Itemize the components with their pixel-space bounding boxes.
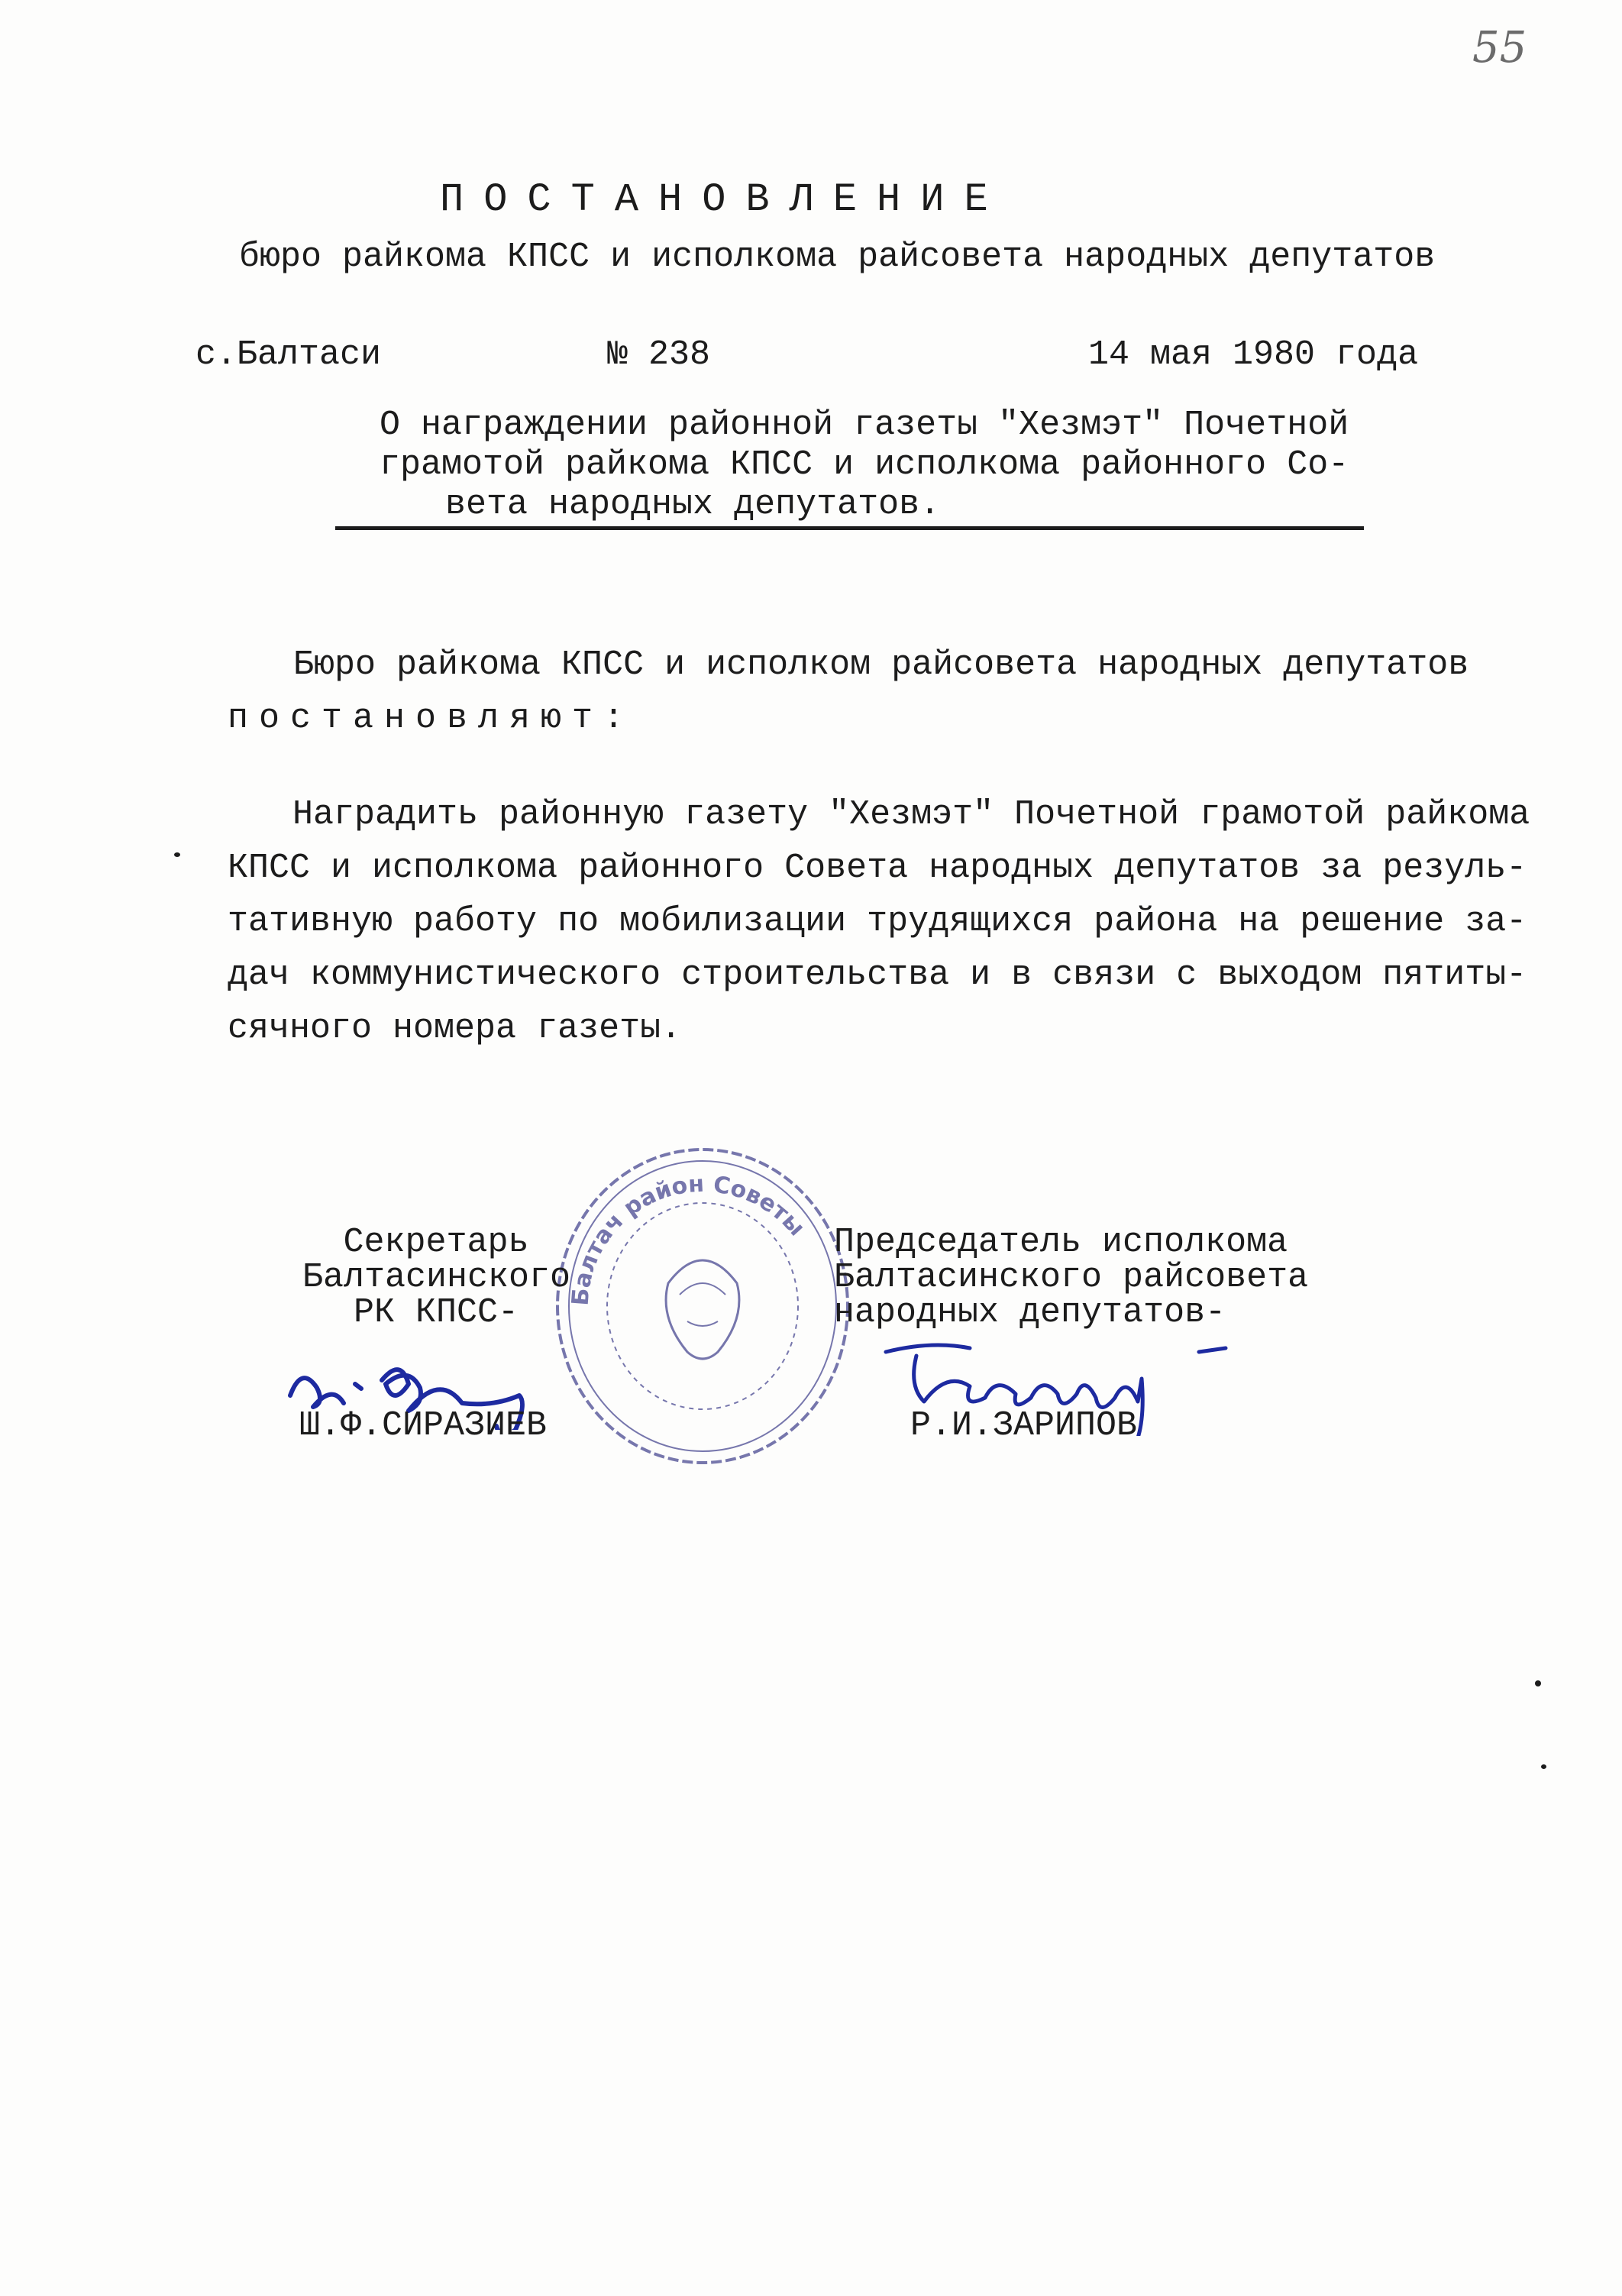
resolves: постановляют: — [228, 699, 635, 738]
margin-speck — [174, 852, 180, 857]
official-seal — [542, 1138, 863, 1474]
right-signatory-title-3: народных депутатов- — [834, 1293, 1226, 1332]
place: с.Балтаси — [195, 335, 382, 374]
body-line-1: Наградить районную газету "Хезмэт" Почетной грамотой райкома — [292, 795, 1530, 834]
seal-text: Балтач район Советы — [567, 1170, 810, 1307]
right-signatory-name: Р.И.ЗАРИПОВ — [910, 1406, 1138, 1445]
body-line-2: КПСС и исполкома районного Совета народных депутатов за резуль- — [228, 849, 1527, 888]
right-signatory-title-1: Председатель исполкома — [834, 1223, 1288, 1262]
left-signatory-title-2: Балтасинского — [302, 1258, 571, 1297]
right-signatory-title-2: Балтасинского райсовета — [834, 1258, 1309, 1297]
issuer-line: бюро райкома КПСС и исполкома райсовета народных депутатов — [239, 238, 1436, 276]
margin-speck — [1541, 1764, 1546, 1769]
page-number: 55 — [1472, 23, 1527, 73]
document-title: ПОСТАНОВЛЕНИЕ — [440, 177, 1008, 222]
left-signatory-title-1: Секретарь — [343, 1223, 529, 1262]
left-signatory-title-3: РК КПСС- — [353, 1293, 519, 1332]
document-date: 14 мая 1980 года — [1088, 335, 1419, 374]
preamble: Бюро райкома КПСС и исполком райсовета народных депутатов — [293, 645, 1469, 684]
margin-speck — [1535, 1680, 1541, 1686]
document-number: № 238 — [607, 335, 711, 374]
body-line-5: сячного номера газеты. — [228, 1009, 682, 1048]
subject-underline — [335, 526, 1364, 530]
left-signatory-name: Ш.Ф.СИРАЗИЕВ — [299, 1406, 548, 1445]
body-line-3: тативную работу по мобилизации трудящихся района на решение за- — [228, 902, 1527, 941]
subject-line-1: О награждении районной газеты "Хезмэт" Почетной — [380, 406, 1349, 445]
body-line-4: дач коммунистического строительства и в связи с выходом пятиты- — [228, 956, 1527, 994]
subject-line-2: грамотой райкома КПСС и исполкома районного Со- — [380, 445, 1349, 484]
subject-line-3: вета народных депутатов. — [445, 485, 941, 524]
